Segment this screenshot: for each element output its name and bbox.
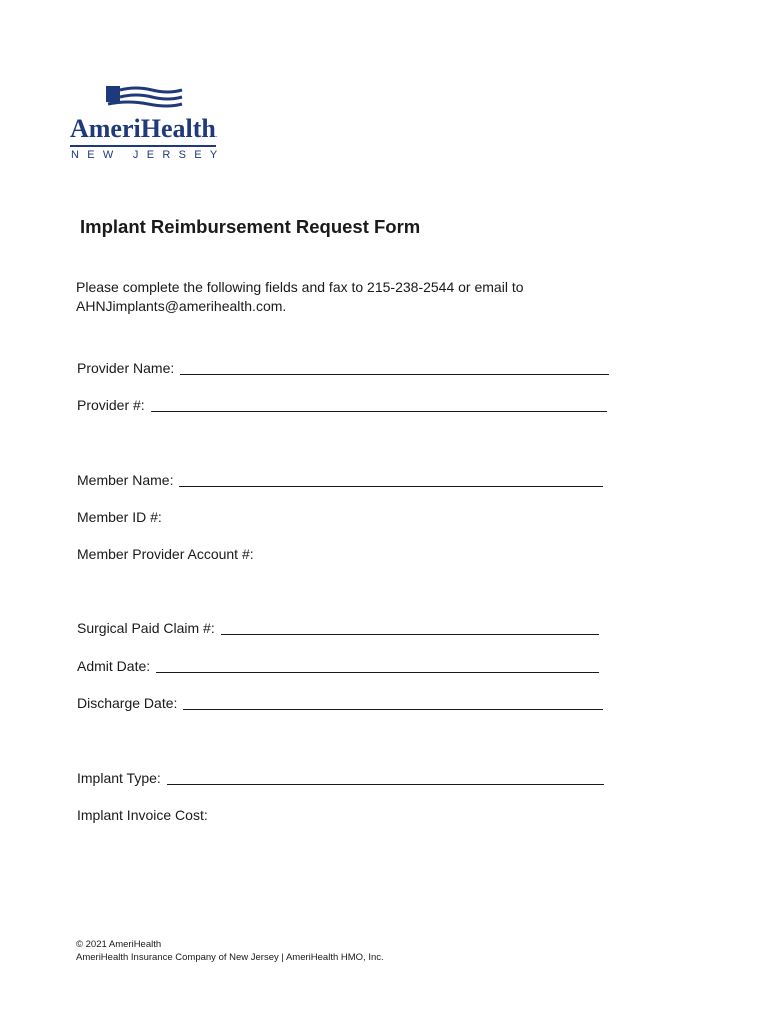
member-name-row — [77, 469, 603, 488]
provider-name-label: Provider Name: — [77, 360, 175, 376]
logo-divider — [70, 145, 216, 147]
admit-date-label: Admit Date: — [77, 658, 151, 674]
implant-type-label: Implant Type: — [77, 770, 161, 786]
implant-invoice-cost-field[interactable] — [214, 804, 604, 822]
member-provider-account-row — [77, 543, 603, 562]
member-id-row — [77, 506, 603, 525]
provider-number-field[interactable] — [151, 394, 607, 412]
implant-invoice-cost-label: Implant Invoice Cost: — [77, 807, 208, 823]
admit-date-field[interactable] — [156, 655, 599, 673]
surgical-paid-claim-label: Surgical Paid Claim #: — [77, 620, 215, 636]
member-name-field[interactable] — [179, 469, 603, 487]
admit-date-row — [77, 655, 599, 674]
implant-type-row — [77, 767, 604, 786]
member-provider-account-field[interactable] — [260, 543, 603, 561]
discharge-date-label: Discharge Date: — [77, 695, 178, 711]
provider-name-row — [77, 357, 609, 376]
member-id-field[interactable] — [168, 506, 603, 524]
amerihealth-logo — [70, 86, 226, 161]
discharge-date-field[interactable] — [183, 692, 603, 710]
flag-icon — [104, 86, 184, 116]
member-name-label: Member Name: — [77, 472, 174, 488]
form-title: Implant Reimbursement Request Form — [80, 216, 421, 237]
logo-trademark: . — [215, 131, 218, 139]
member-id-label: Member ID #: — [77, 509, 162, 525]
implant-type-field[interactable] — [167, 767, 604, 785]
footer-companies: AmeriHealth Insurance Company of New Jersey | AmeriHealth HMO, Inc. — [76, 952, 384, 963]
form-instructions: Please complete the following fields and fax to 215-238-2544 or email to AHNJimplants@amerihealth.com. — [76, 279, 524, 314]
member-provider-account-label: Member Provider Account #: — [77, 546, 254, 562]
page-footer — [76, 938, 384, 964]
provider-number-row — [77, 394, 607, 413]
logo-brand-text: AmeriHealth — [70, 114, 216, 143]
logo-wordmark — [70, 114, 218, 144]
provider-name-field[interactable] — [180, 357, 609, 375]
surgical-paid-claim-row — [77, 617, 599, 636]
provider-number-label: Provider #: — [77, 397, 145, 413]
logo-region: NEW JERSEY — [71, 149, 226, 161]
implant-invoice-cost-row — [77, 804, 604, 823]
discharge-date-row — [77, 692, 603, 711]
footer-copyright: © 2021 AmeriHealth — [76, 939, 162, 950]
surgical-paid-claim-field[interactable] — [221, 617, 599, 635]
